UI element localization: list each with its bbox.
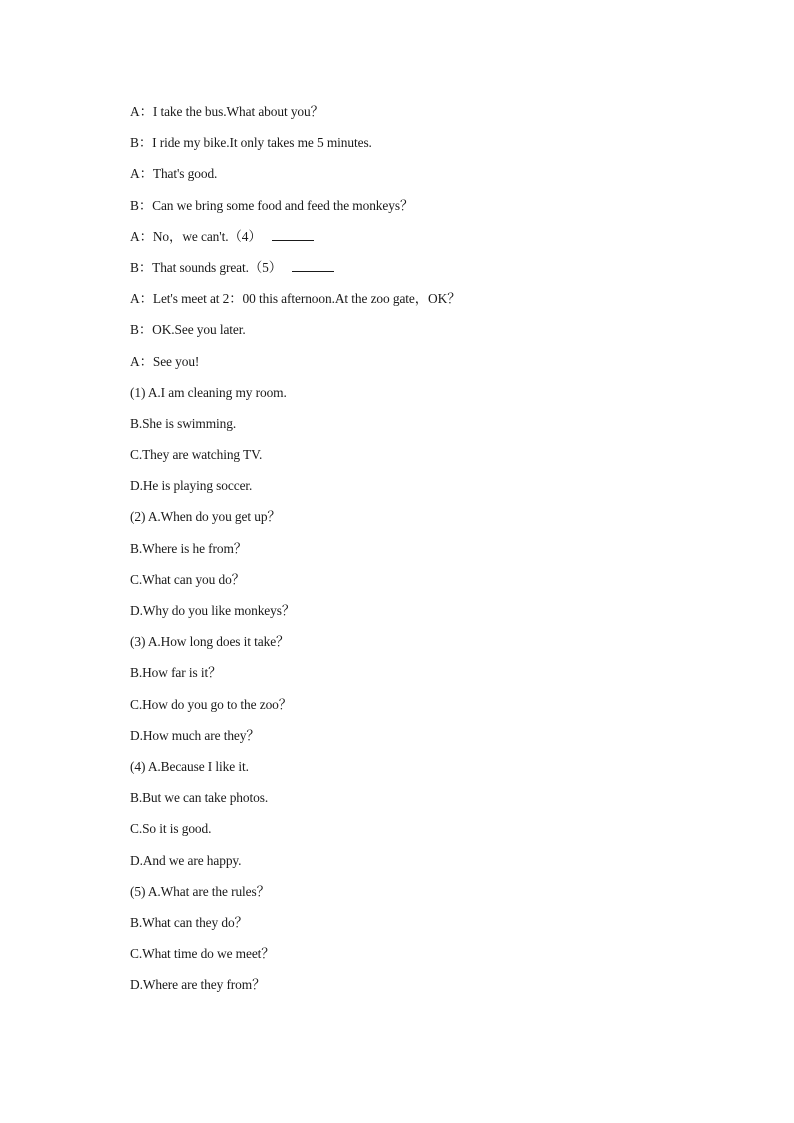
option-line [130, 569, 750, 600]
option-line [130, 382, 750, 413]
option-text: B.How far is it？ [130, 665, 222, 681]
option-line [130, 413, 750, 444]
option-line [130, 974, 750, 1005]
option-text: C.So it is good. [130, 821, 212, 837]
option-line [130, 756, 750, 787]
option-line [130, 506, 750, 537]
option-text: B.Where is he from？ [130, 540, 248, 556]
dialogue-line [130, 351, 750, 382]
dialogue-line [130, 288, 750, 319]
option-line [130, 694, 750, 725]
option-text: D.Where are they from？ [130, 977, 266, 993]
option-text: C.How do you go to the zoo？ [130, 696, 293, 712]
option-text: (1) A.I am cleaning my room. [130, 384, 287, 400]
dialogue-line [130, 226, 750, 257]
dialogue-line [130, 132, 750, 163]
dialogue-text: A：Let's meet at 2：00 this afternoon.At the zoo gate，OK？ [130, 291, 461, 307]
dialogue-text: B：Can we bring some food and feed the monkeys？ [130, 197, 414, 213]
option-line [130, 912, 750, 943]
dialogue-text: A：That's good. [130, 166, 218, 182]
dialogue-line [130, 319, 750, 350]
dialogue-text: B：That sounds great.（5） [130, 259, 283, 275]
dialogue-line [130, 257, 750, 288]
option-line [130, 600, 750, 631]
option-line [130, 631, 750, 662]
option-text: D.How much are they？ [130, 727, 260, 743]
dialogue-text: B：I ride my bike.It only takes me 5 minutes. [130, 135, 372, 151]
option-text: C.What can you do？ [130, 571, 245, 587]
option-line [130, 850, 750, 881]
option-line [130, 818, 750, 849]
dialogue-line [130, 195, 750, 226]
option-line [130, 444, 750, 475]
option-text: D.And we are happy. [130, 852, 242, 868]
dialogue-line [130, 163, 750, 194]
dialogue-line [130, 101, 750, 132]
dialogue-text: A：I take the bus.What about you？ [130, 104, 324, 119]
option-text: (4) A.Because I like it. [130, 758, 249, 774]
option-text: C.What time do we meet？ [130, 946, 275, 962]
option-text: B.What can they do？ [130, 914, 248, 930]
option-text: (5) A.What are the rules？ [130, 883, 270, 899]
option-line [130, 538, 750, 569]
option-line [130, 725, 750, 756]
option-text: (3) A.How long does it take？ [130, 634, 290, 650]
option-text: D.Why do you like monkeys？ [130, 603, 296, 618]
option-text: B.She is swimming. [130, 415, 237, 431]
option-text: D.He is playing soccer. [130, 478, 253, 494]
dialogue-text: B：OK.See you later. [130, 322, 246, 338]
option-text: B.But we can take photos. [130, 790, 269, 806]
option-text: C.They are watching TV. [130, 447, 263, 463]
option-line [130, 943, 750, 974]
dialogue-text: A：See you! [130, 353, 200, 369]
option-line [130, 787, 750, 818]
option-line [130, 881, 750, 912]
option-line [130, 475, 750, 506]
option-text: (2) A.When do you get up？ [130, 509, 281, 525]
option-line [130, 662, 750, 693]
answer-blank-5 [292, 257, 334, 272]
text-body [130, 101, 750, 1005]
answer-blank-4 [272, 226, 314, 241]
dialogue-text: A：No，we can't.（4） [130, 228, 262, 244]
